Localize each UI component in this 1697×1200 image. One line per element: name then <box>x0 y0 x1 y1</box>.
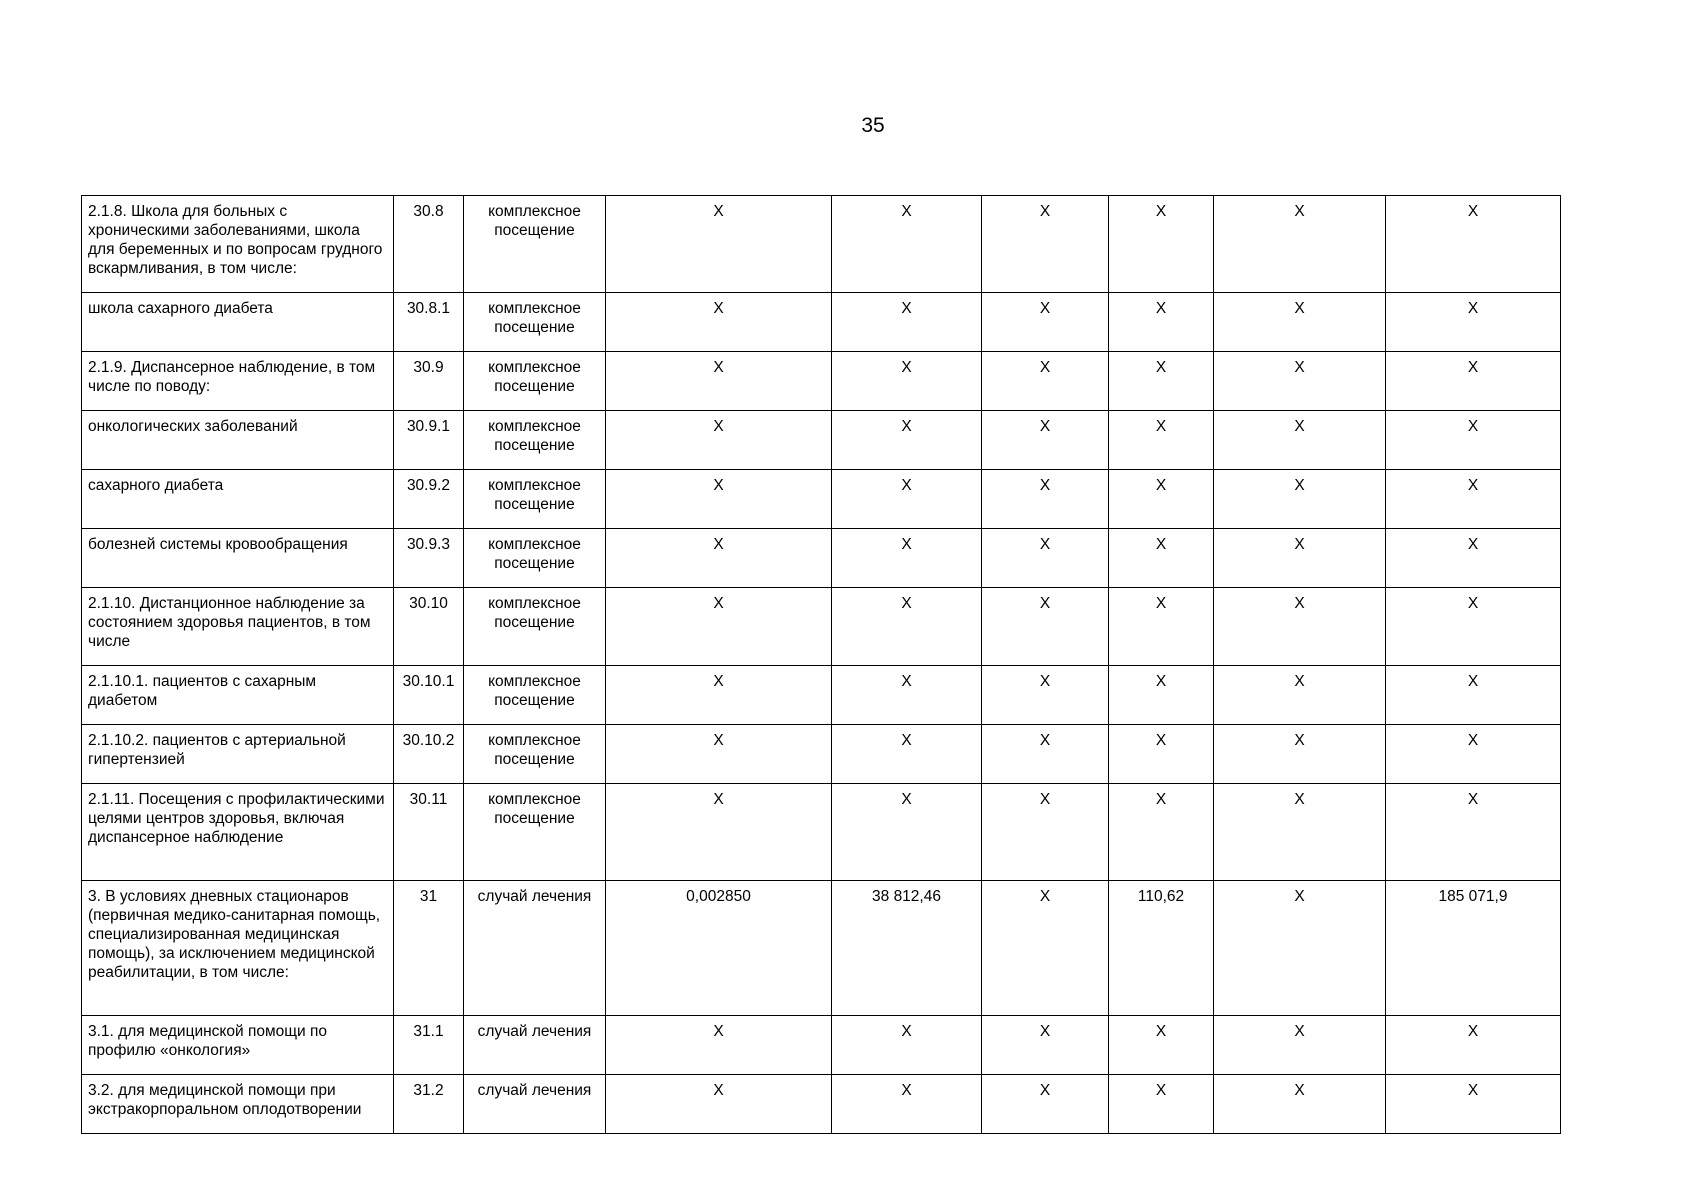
row-value-cell-4: X <box>1109 352 1214 411</box>
row-value-cell-1: X <box>606 1016 832 1075</box>
row-value-cell-5: X <box>1214 784 1386 881</box>
row-name-cell: 3. В условиях дневных стационаров (первичная медико-санитарная помощь, специализированная медицинская помощь), за исключением медицинской реабилитации, в том числе: <box>82 881 394 1016</box>
row-name-cell: 3.1. для медицинской помощи по профилю «онкология» <box>82 1016 394 1075</box>
row-value-cell-4: 110,62 <box>1109 881 1214 1016</box>
row-value-cell-2: X <box>832 784 982 881</box>
row-unit-cell: комплексное посещение <box>464 588 606 666</box>
row-name-cell: 2.1.9. Диспансерное наблюдение, в том числе по поводу: <box>82 352 394 411</box>
row-unit-cell: комплексное посещение <box>464 725 606 784</box>
row-code-cell: 31.1 <box>394 1016 464 1075</box>
row-unit-cell: комплексное посещение <box>464 293 606 352</box>
row-value-cell-2: X <box>832 470 982 529</box>
row-unit-cell: комплексное посещение <box>464 470 606 529</box>
row-value-cell-1: X <box>606 784 832 881</box>
row-value-cell-2: X <box>832 666 982 725</box>
row-value-cell-4: X <box>1109 725 1214 784</box>
row-value-cell-1: X <box>606 411 832 470</box>
row-value-cell-1: X <box>606 666 832 725</box>
row-name-cell: школа сахарного диабета <box>82 293 394 352</box>
table-row <box>82 196 1561 293</box>
row-value-cell-4: X <box>1109 1016 1214 1075</box>
row-value-cell-3: X <box>982 1075 1109 1134</box>
table-row <box>82 1075 1561 1134</box>
table-row <box>82 411 1561 470</box>
row-value-cell-5: X <box>1214 1016 1386 1075</box>
row-value-cell-4: X <box>1109 529 1214 588</box>
row-value-cell-1: X <box>606 352 832 411</box>
row-value-cell-6: X <box>1386 529 1561 588</box>
row-name-cell: 2.1.10.2. пациентов с артериальной гипертензией <box>82 725 394 784</box>
row-name-cell: болезней системы кровообращения <box>82 529 394 588</box>
row-value-cell-4: X <box>1109 666 1214 725</box>
row-value-cell-2: X <box>832 411 982 470</box>
row-code-cell: 30.11 <box>394 784 464 881</box>
table-row <box>82 293 1561 352</box>
row-value-cell-2: X <box>832 725 982 784</box>
row-name-cell: 2.1.10.1. пациентов с сахарным диабетом <box>82 666 394 725</box>
row-value-cell-4: X <box>1109 293 1214 352</box>
table-row <box>82 881 1561 1016</box>
row-code-cell: 30.8 <box>394 196 464 293</box>
row-unit-cell: комплексное посещение <box>464 352 606 411</box>
row-unit-cell: случай лечения <box>464 881 606 1016</box>
table-row <box>82 352 1561 411</box>
table-row <box>82 529 1561 588</box>
row-value-cell-2: X <box>832 352 982 411</box>
row-value-cell-5: X <box>1214 1075 1386 1134</box>
row-value-cell-6: X <box>1386 352 1561 411</box>
row-unit-cell: комплексное посещение <box>464 784 606 881</box>
row-unit-cell: комплексное посещение <box>464 666 606 725</box>
row-value-cell-3: X <box>982 784 1109 881</box>
row-value-cell-4: X <box>1109 588 1214 666</box>
row-value-cell-6: X <box>1386 588 1561 666</box>
row-code-cell: 30.8.1 <box>394 293 464 352</box>
row-value-cell-1: X <box>606 196 832 293</box>
row-name-cell: 2.1.8. Школа для больных с хроническими заболеваниями, школа для беременных и по вопросам грудного вскармливания, в том числе: <box>82 196 394 293</box>
row-value-cell-1: X <box>606 293 832 352</box>
row-value-cell-4: X <box>1109 470 1214 529</box>
row-value-cell-3: X <box>982 411 1109 470</box>
row-value-cell-6: X <box>1386 784 1561 881</box>
row-unit-cell: случай лечения <box>464 1016 606 1075</box>
row-name-cell: 2.1.11. Посещения с профилактическими целями центров здоровья, включая диспансерное наблюдение <box>82 784 394 881</box>
row-value-cell-3: X <box>982 881 1109 1016</box>
row-value-cell-3: X <box>982 293 1109 352</box>
row-unit-cell: комплексное посещение <box>464 196 606 293</box>
row-name-cell: онкологических заболеваний <box>82 411 394 470</box>
row-code-cell: 30.9.2 <box>394 470 464 529</box>
row-code-cell: 30.10.2 <box>394 725 464 784</box>
table-row <box>82 725 1561 784</box>
row-name-cell: сахарного диабета <box>82 470 394 529</box>
row-value-cell-1: X <box>606 588 832 666</box>
row-value-cell-6: X <box>1386 1016 1561 1075</box>
row-value-cell-6: X <box>1386 293 1561 352</box>
data-table <box>81 195 1561 1134</box>
row-value-cell-3: X <box>982 529 1109 588</box>
row-value-cell-2: X <box>832 196 982 293</box>
page-number: 35 <box>861 114 885 137</box>
table-row <box>82 470 1561 529</box>
row-value-cell-5: X <box>1214 411 1386 470</box>
row-value-cell-1: X <box>606 470 832 529</box>
row-value-cell-6: X <box>1386 1075 1561 1134</box>
row-value-cell-4: X <box>1109 411 1214 470</box>
row-value-cell-2: 38 812,46 <box>832 881 982 1016</box>
table-row <box>82 784 1561 881</box>
row-value-cell-2: X <box>832 588 982 666</box>
row-value-cell-5: X <box>1214 352 1386 411</box>
row-code-cell: 31 <box>394 881 464 1016</box>
row-unit-cell: случай лечения <box>464 1075 606 1134</box>
row-code-cell: 30.9.1 <box>394 411 464 470</box>
row-code-cell: 31.2 <box>394 1075 464 1134</box>
row-unit-cell: комплексное посещение <box>464 529 606 588</box>
row-value-cell-5: X <box>1214 588 1386 666</box>
row-value-cell-5: X <box>1214 725 1386 784</box>
row-value-cell-4: X <box>1109 1075 1214 1134</box>
row-value-cell-3: X <box>982 470 1109 529</box>
row-code-cell: 30.9 <box>394 352 464 411</box>
row-value-cell-3: X <box>982 666 1109 725</box>
row-value-cell-5: X <box>1214 666 1386 725</box>
row-value-cell-5: X <box>1214 196 1386 293</box>
row-value-cell-6: X <box>1386 666 1561 725</box>
row-value-cell-6: 185 071,9 <box>1386 881 1561 1016</box>
row-value-cell-2: X <box>832 1075 982 1134</box>
row-value-cell-1: X <box>606 725 832 784</box>
row-value-cell-2: X <box>832 293 982 352</box>
row-value-cell-5: X <box>1214 293 1386 352</box>
table-row <box>82 666 1561 725</box>
row-code-cell: 30.10.1 <box>394 666 464 725</box>
row-value-cell-3: X <box>982 196 1109 293</box>
row-value-cell-2: X <box>832 529 982 588</box>
row-value-cell-1: X <box>606 529 832 588</box>
row-value-cell-3: X <box>982 588 1109 666</box>
row-value-cell-3: X <box>982 352 1109 411</box>
row-value-cell-2: X <box>832 1016 982 1075</box>
row-code-cell: 30.10 <box>394 588 464 666</box>
row-value-cell-3: X <box>982 725 1109 784</box>
table-body <box>82 196 1561 1134</box>
row-value-cell-5: X <box>1214 529 1386 588</box>
row-value-cell-4: X <box>1109 196 1214 293</box>
row-value-cell-1: X <box>606 1075 832 1134</box>
row-unit-cell: комплексное посещение <box>464 411 606 470</box>
row-value-cell-6: X <box>1386 470 1561 529</box>
row-code-cell: 30.9.3 <box>394 529 464 588</box>
row-value-cell-6: X <box>1386 411 1561 470</box>
row-value-cell-6: X <box>1386 196 1561 293</box>
row-value-cell-4: X <box>1109 784 1214 881</box>
row-value-cell-5: X <box>1214 470 1386 529</box>
table-row <box>82 1016 1561 1075</box>
row-value-cell-5: X <box>1214 881 1386 1016</box>
table-row <box>82 588 1561 666</box>
row-value-cell-6: X <box>1386 725 1561 784</box>
row-value-cell-3: X <box>982 1016 1109 1075</box>
row-value-cell-1: 0,002850 <box>606 881 832 1016</box>
row-name-cell: 2.1.10. Дистанционное наблюдение за состоянием здоровья пациентов, в том числе <box>82 588 394 666</box>
row-name-cell: 3.2. для медицинской помощи при экстракорпоральном оплодотворении <box>82 1075 394 1134</box>
